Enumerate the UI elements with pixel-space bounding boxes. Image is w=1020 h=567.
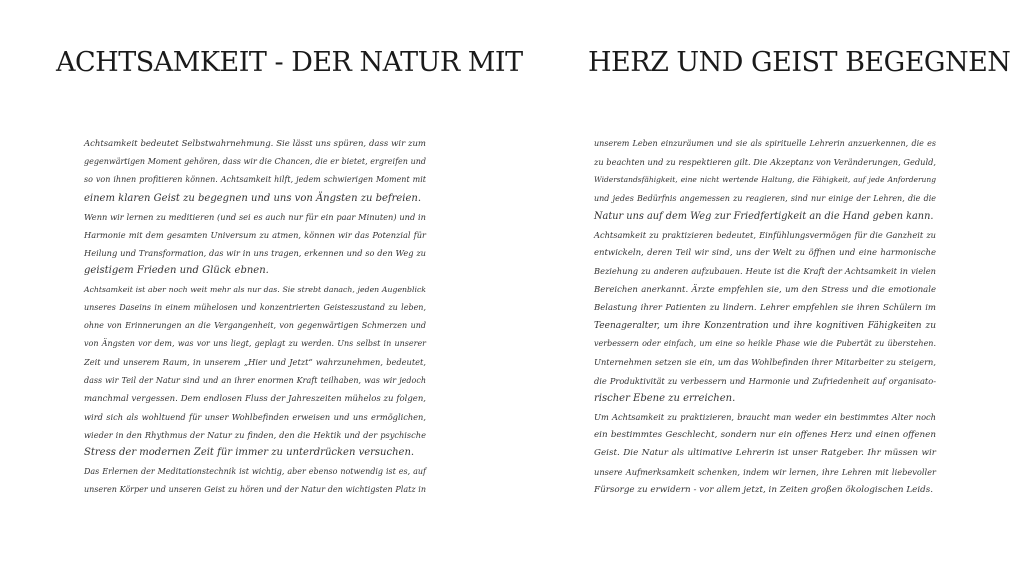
- text-line: Belastung ihrer Patienten zu lindern. Lehrer empfehlen sie ihren Schülern im: [594, 302, 936, 313]
- text-line: gegenwärtigen Moment gehören, dass wir die Chancen, die er bietet, ergreifen und: [84, 157, 426, 167]
- text-line: von Ängsten vor dem, was vor uns liegt, geplagt zu werden. Uns selbst in unserer: [84, 339, 426, 349]
- text-line: Stress der modernen Zeit für immer zu unterdrücken versuchen.: [84, 447, 415, 459]
- text-line: unsere Aufmerksamkeit schenken, indem wir lernen, ihre Lehren mit liebevoller: [594, 466, 936, 477]
- text-line: entwickeln, deren Teil wir sind, uns der Welt zu öffnen und eine harmonische: [594, 248, 936, 259]
- text-line: unseren Körper und unseren Geist zu hören und der Natur den wichtigsten Platz in: [84, 484, 426, 494]
- text-line: verbessern oder einfach, um eine so heikle Phase wie die Pubertät zu überstehen.: [594, 339, 936, 349]
- left-page-heading: ACHTSAMKEIT - DER NATUR MIT: [56, 47, 523, 78]
- text-line: Achtsamkeit bedeutet Selbstwahrnehmung. Sie lässt uns spüren, dass wir zum: [84, 139, 426, 149]
- text-line: Harmonie mit dem gesamten Universum zu atmen, können wir das Potenzial für: [84, 230, 426, 241]
- text-line: so von ihnen profitieren können. Achtsamkeit hilft, jedem schwierigen Moment mit: [84, 175, 426, 185]
- text-line: Heilung und Transformation, das wir in uns tragen, erkennen und so den Weg zu: [84, 248, 426, 259]
- text-line: Achtsamkeit ist aber noch weit mehr als nur das. Sie strebt danach, jeden Augenblick: [84, 284, 426, 294]
- text-line: wird sich als wohltuend für unser Wohlbefinden erweisen und uns ermöglichen,: [84, 412, 426, 423]
- text-line: manchmal vergessen. Dem endlosen Fluss der Jahreszeiten mühelos zu folgen,: [84, 393, 426, 404]
- text-line: einem klaren Geist zu begegnen und uns von Ängsten zu befreien.: [84, 192, 422, 204]
- text-line: ein bestimmtes Geschlecht, sondern nur ein offenes Herz und einen offenen: [594, 430, 936, 441]
- text-line: Zeit und unserem Raum, in unserem „Hier und Jetzt“ wahrzunehmen, bedeutet,: [84, 357, 426, 368]
- text-line: Natur uns auf dem Weg zur Friedfertigkeit an die Hand geben kann.: [594, 210, 934, 222]
- text-line: Unternehmen setzen sie ein, um das Wohlbefinden ihrer Mitarbeiter zu steigern,: [594, 357, 936, 368]
- left-page-body: [84, 135, 426, 499]
- text-line: Das Erlernen der Meditationstechnik ist wichtig, aber ebenso notwendig ist es, auf: [84, 466, 426, 476]
- text-line: die Produktivität zu verbessern und Harmonie und Zufriedenheit auf organisato-: [594, 375, 936, 386]
- text-line: Beziehung zu anderen aufzubauen. Heute ist die Kraft der Achtsamkeit in vielen: [594, 266, 936, 277]
- right-page: [510, 0, 1020, 567]
- text-line: und jedes Bedürfnis angemessen zu reagieren, sind nur einige der Lehren, die die: [594, 193, 936, 203]
- text-line: Teenageralter, um ihre Konzentration und ihre kognitiven Fähigkeiten zu: [594, 321, 936, 332]
- text-line: geistigem Frieden und Glück ebnen.: [84, 265, 269, 277]
- text-line: Um Achtsamkeit zu praktizieren, braucht man weder ein bestimmtes Alter noch: [594, 412, 936, 423]
- text-line: unserem Leben einzuräumen und sie als spirituelle Lehrerin anzuerkennen, die es: [594, 139, 936, 148]
- text-line: rischer Ebene zu erreichen.: [594, 392, 736, 404]
- text-line: Geist. Die Natur als ultimative Lehrerin ist unser Ratgeber. Ihr müssen wir: [594, 448, 936, 459]
- right-page-heading: HERZ UND GEIST BEGEGNEN: [588, 47, 1011, 78]
- text-line: zu beachten und zu respektieren gilt. Die Akzeptanz von Veränderungen, Geduld,: [594, 157, 936, 168]
- text-line: wieder in den Rhythmus der Natur zu finden, den die Hektik und der psychische: [84, 430, 426, 441]
- text-line: dass wir Teil der Natur sind und an ihrer enormen Kraft teilhaben, was wir jedoch: [84, 375, 426, 385]
- right-page-body: [594, 135, 936, 499]
- text-line: Bereichen anerkannt. Ärzte empfehlen sie, um den Stress und die emotionale: [594, 284, 936, 295]
- text-line: Widerstandsfähigkeit, eine nicht wertende Haltung, die Fähigkeit, auf jede Anforderung: [594, 175, 936, 185]
- text-line: Wenn wir lernen zu meditieren (und sei es auch nur für ein paar Minuten) und in: [84, 211, 426, 222]
- text-line: unseres Daseins in einem mühelosen und konzentrierten Geisteszustand zu leben,: [84, 302, 426, 312]
- text-line: ohne von Erinnerungen an die Vergangenheit, von gegenwärtigen Schmerzen und: [84, 321, 426, 331]
- text-line: Fürsorge zu erwidern - vor allem jetzt, in Zeiten großen ökologischen Leids.: [594, 484, 933, 495]
- text-line: Achtsamkeit zu praktizieren bedeutet, Einfühlungsvermögen für die Ganzheit zu: [594, 230, 936, 241]
